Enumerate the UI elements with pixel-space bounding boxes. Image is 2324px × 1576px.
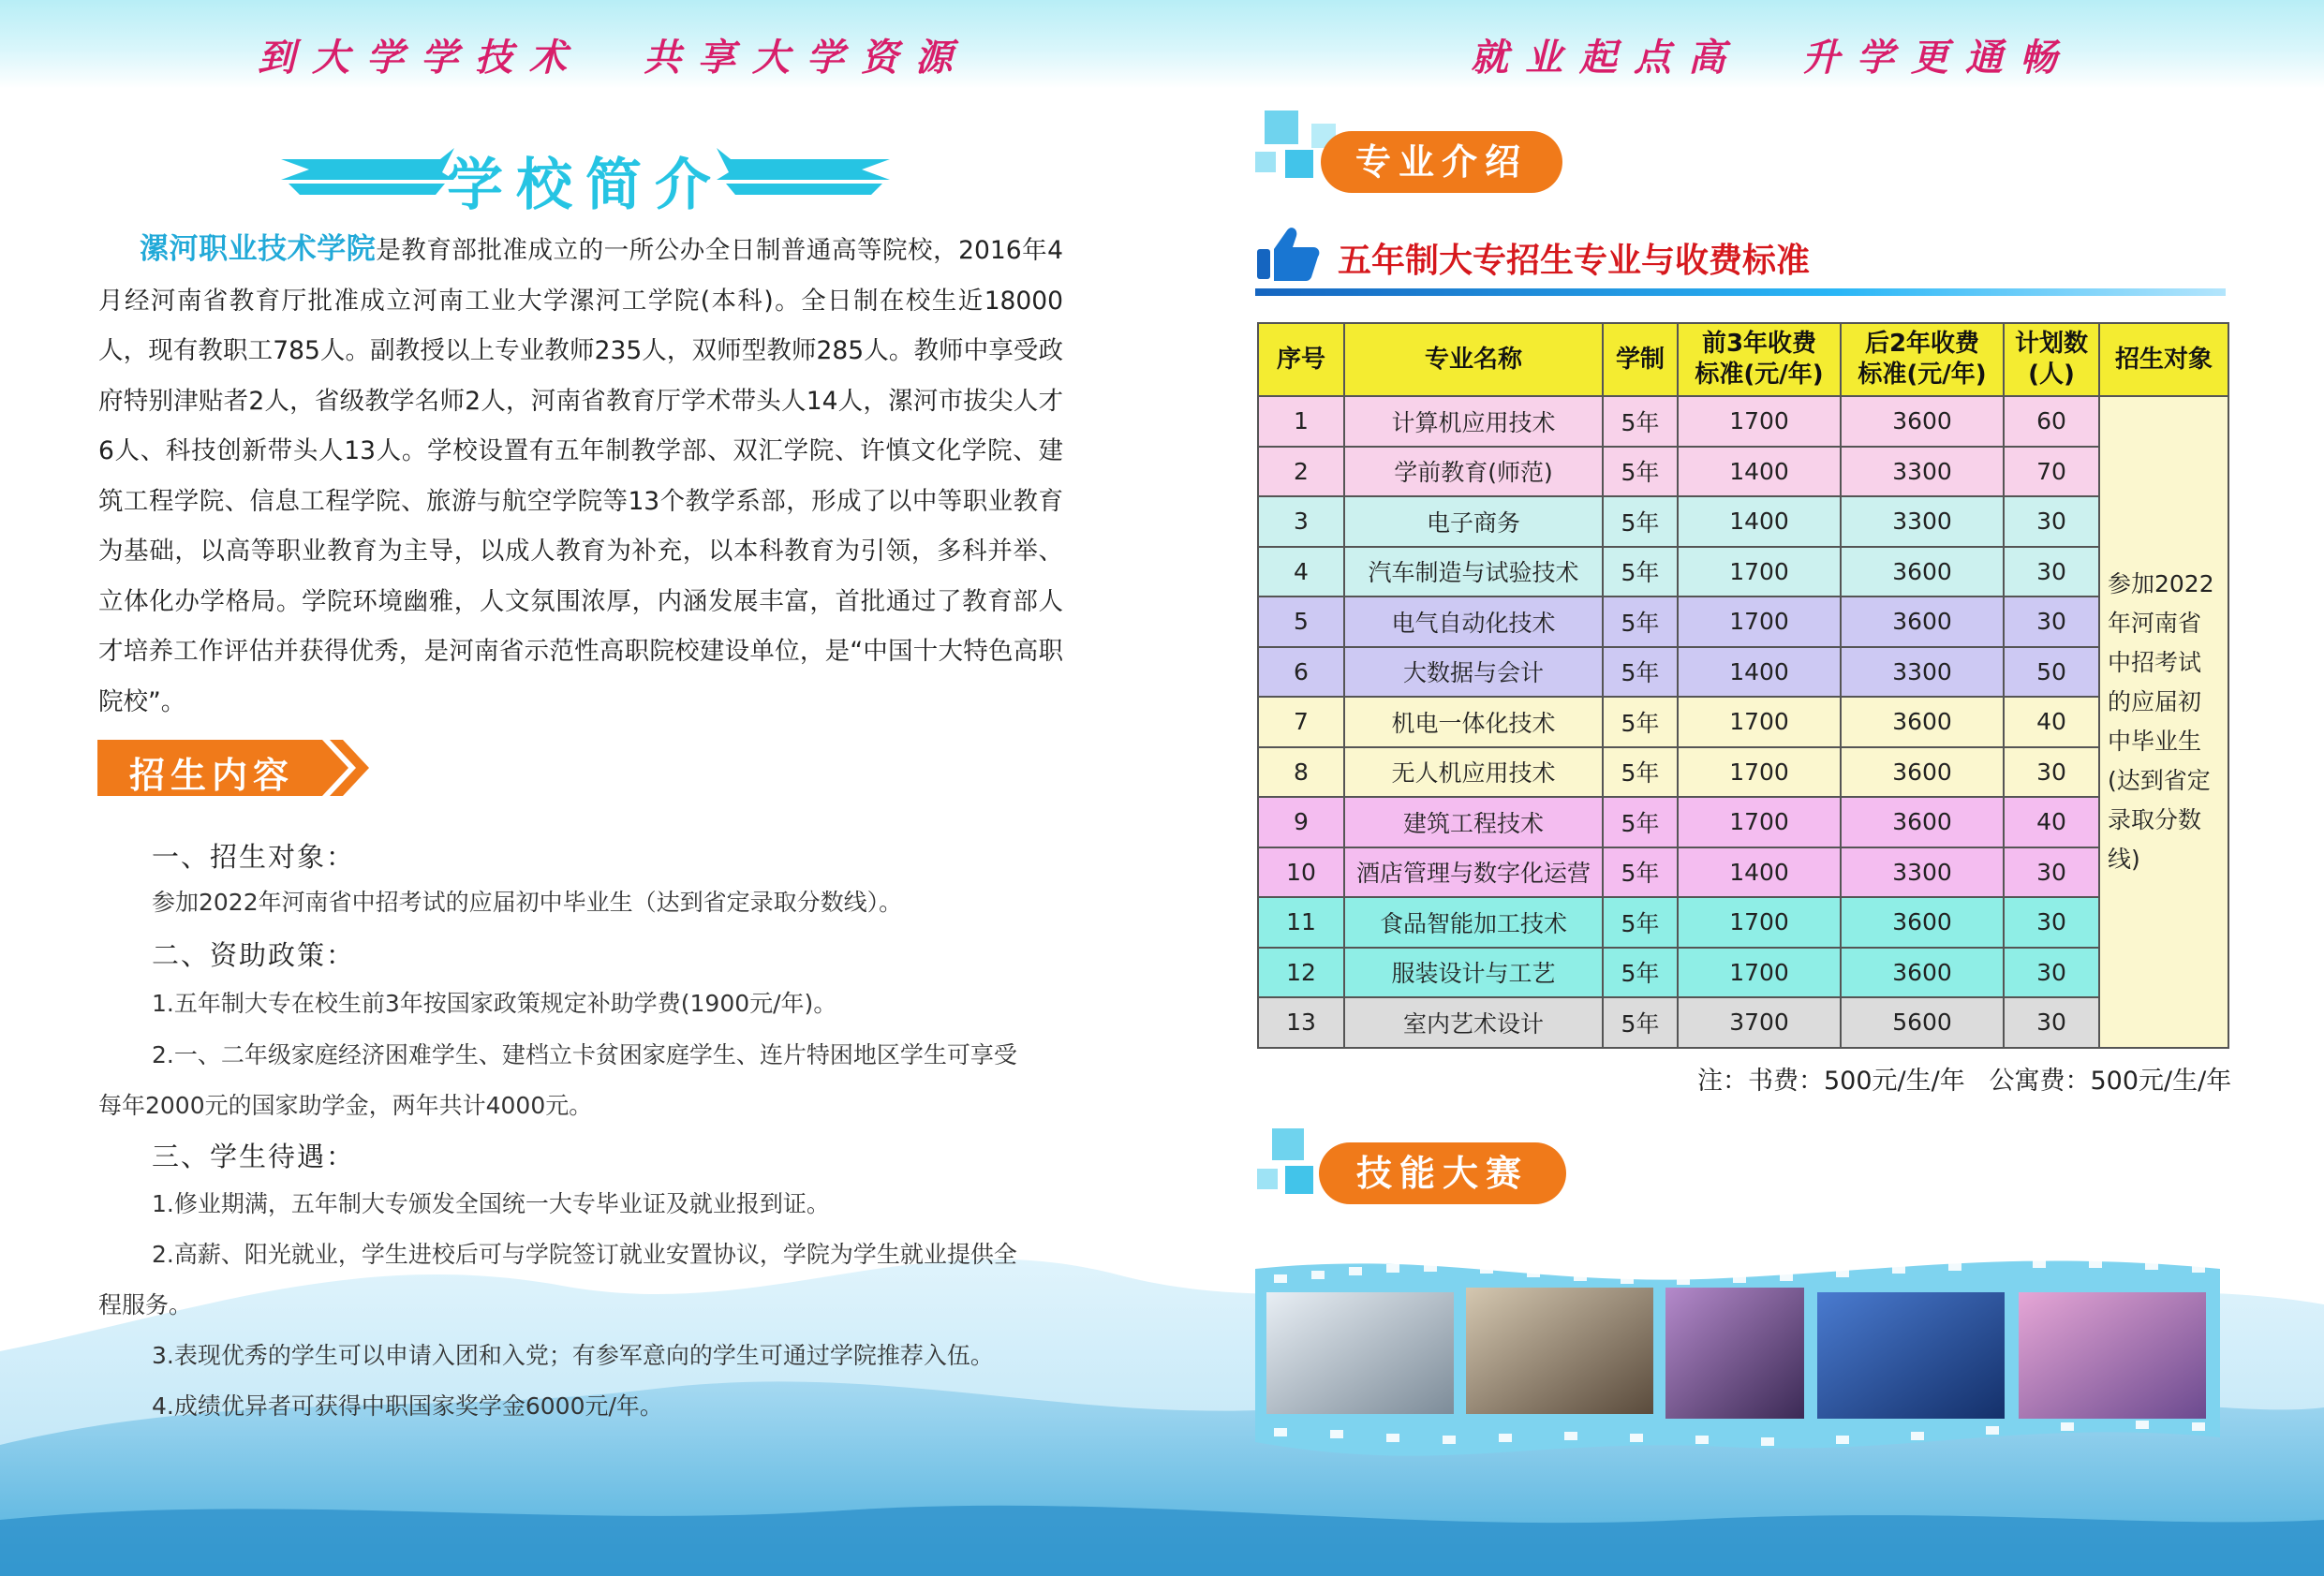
cell-fee-first3: 1700 bbox=[1678, 948, 1841, 998]
intro-title: 学校简介 bbox=[447, 153, 724, 218]
cell-years: 5年 bbox=[1603, 847, 1678, 898]
contest-photo-4 bbox=[1817, 1292, 2005, 1419]
cell-plan: 40 bbox=[2004, 697, 2099, 747]
aid-policy-heading: 二、资助政策： bbox=[152, 939, 356, 971]
slogan-left: 到大学学技术 共享大学资源 bbox=[258, 36, 970, 80]
decor-square bbox=[1285, 150, 1313, 178]
cell-major-name: 机电一体化技术 bbox=[1344, 697, 1603, 747]
contest-photo-3 bbox=[1665, 1288, 1804, 1419]
thumbs-up-icon bbox=[1255, 225, 1321, 283]
subtitle-underline bbox=[1255, 288, 2226, 296]
col-header-fee3: 前3年收费 标准(元/年) bbox=[1678, 323, 1841, 396]
cell-years: 5年 bbox=[1603, 697, 1678, 747]
cell-fee-last2: 3600 bbox=[1841, 797, 2004, 847]
cell-no: 8 bbox=[1258, 747, 1344, 798]
contest-title: 技能大赛 bbox=[1319, 1142, 1566, 1204]
cell-no: 3 bbox=[1258, 496, 1344, 547]
decor-square bbox=[1255, 152, 1276, 172]
intro-paragraph bbox=[98, 225, 1063, 727]
majors-title: 专业介绍 bbox=[1321, 131, 1562, 193]
cell-major-name: 酒店管理与数字化运营 bbox=[1344, 847, 1603, 898]
cell-fee-first3: 3700 bbox=[1678, 997, 1841, 1048]
table-row bbox=[1258, 396, 2228, 447]
cell-major-name: 电气自动化技术 bbox=[1344, 597, 1603, 647]
cell-no: 1 bbox=[1258, 396, 1344, 447]
decor-square bbox=[1272, 1128, 1304, 1160]
table-header-row bbox=[1258, 323, 2228, 396]
benefit-2a: 2.高薪、阳光就业，学生进校后可与学院签订就业安置协议，学院为学生就业提供全 bbox=[152, 1241, 1017, 1268]
cell-years: 5年 bbox=[1603, 547, 1678, 597]
cell-fee-last2: 5600 bbox=[1841, 997, 2004, 1048]
table-row bbox=[1258, 948, 2228, 998]
cell-target-students: 参加2022年河南省中招考试的应届初中毕业生(达到省定录取分数线) bbox=[2099, 396, 2228, 1048]
cell-no: 5 bbox=[1258, 597, 1344, 647]
table-row bbox=[1258, 747, 2228, 798]
decor-square bbox=[1285, 1166, 1313, 1194]
cell-fee-last2: 3300 bbox=[1841, 447, 2004, 497]
cell-fee-first3: 1700 bbox=[1678, 897, 1841, 948]
cell-fee-last2: 3300 bbox=[1841, 647, 2004, 698]
cell-fee-last2: 3300 bbox=[1841, 496, 2004, 547]
cell-no: 2 bbox=[1258, 447, 1344, 497]
enrollment-tag bbox=[97, 740, 369, 796]
cell-fee-last2: 3600 bbox=[1841, 747, 2004, 798]
cell-no: 13 bbox=[1258, 997, 1344, 1048]
table-row bbox=[1258, 697, 2228, 747]
cell-plan: 30 bbox=[2004, 897, 2099, 948]
cell-fee-first3: 1700 bbox=[1678, 597, 1841, 647]
benefit-4: 4.成绩优异者可获得中职国家奖学金6000元/年。 bbox=[152, 1392, 663, 1420]
table-row bbox=[1258, 797, 2228, 847]
col-header-plan: 计划数 (人) bbox=[2004, 323, 2099, 396]
cell-major-name: 学前教育(师范) bbox=[1344, 447, 1603, 497]
cell-fee-last2: 3600 bbox=[1841, 547, 2004, 597]
col-header-target: 招生对象 bbox=[2099, 323, 2228, 396]
fee-note: 注：书费：500元/生/年 公寓费：500元/生/年 bbox=[1697, 1067, 2232, 1096]
enroll-target-text: 参加2022年河南省中招考试的应届初中毕业生（达到省定录取分数线）。 bbox=[152, 889, 903, 916]
cell-major-name: 计算机应用技术 bbox=[1344, 396, 1603, 447]
col-header-fee2: 后2年收费 标准(元/年) bbox=[1841, 323, 2004, 396]
cell-plan: 30 bbox=[2004, 747, 2099, 798]
table-row bbox=[1258, 597, 2228, 647]
majors-subtitle: 五年制大专招生专业与收费标准 bbox=[1338, 242, 1811, 280]
contest-photo-2 bbox=[1466, 1288, 1653, 1414]
table-row bbox=[1258, 647, 2228, 698]
cell-fee-first3: 1400 bbox=[1678, 647, 1841, 698]
table-row bbox=[1258, 496, 2228, 547]
cell-no: 9 bbox=[1258, 797, 1344, 847]
benefit-3: 3.表现优秀的学生可以申请入团和入党；有参军意向的学生可通过学院推荐入伍。 bbox=[152, 1342, 994, 1369]
aid-policy-1: 1.五年制大专在校生前3年按国家政策规定补助学费(1900元/年)。 bbox=[152, 990, 837, 1017]
cell-fee-first3: 1400 bbox=[1678, 447, 1841, 497]
cell-fee-first3: 1700 bbox=[1678, 396, 1841, 447]
cell-plan: 30 bbox=[2004, 948, 2099, 998]
cell-major-name: 电子商务 bbox=[1344, 496, 1603, 547]
cell-fee-last2: 3600 bbox=[1841, 697, 2004, 747]
col-header-no: 序号 bbox=[1258, 323, 1344, 396]
aid-policy-2b: 每年2000元的国家助学金，两年共计4000元。 bbox=[98, 1092, 593, 1119]
table-row bbox=[1258, 897, 2228, 948]
enroll-target-heading: 一、招生对象： bbox=[152, 841, 356, 873]
benefit-2b: 程服务。 bbox=[98, 1291, 193, 1318]
cell-plan: 60 bbox=[2004, 396, 2099, 447]
benefit-1: 1.修业期满，五年制大专颁发全国统一大专毕业证及就业报到证。 bbox=[152, 1190, 830, 1217]
cell-fee-first3: 1400 bbox=[1678, 496, 1841, 547]
slogan-right: 就业起点高 升学更通畅 bbox=[1471, 36, 2074, 80]
cell-major-name: 室内艺术设计 bbox=[1344, 997, 1603, 1048]
cell-years: 5年 bbox=[1603, 396, 1678, 447]
cell-years: 5年 bbox=[1603, 496, 1678, 547]
table-row bbox=[1258, 997, 2228, 1048]
cell-no: 6 bbox=[1258, 647, 1344, 698]
cell-no: 12 bbox=[1258, 948, 1344, 998]
cell-plan: 40 bbox=[2004, 797, 2099, 847]
cell-fee-last2: 3600 bbox=[1841, 948, 2004, 998]
decor-square bbox=[1257, 1169, 1278, 1189]
cell-fee-first3: 1700 bbox=[1678, 547, 1841, 597]
cell-plan: 30 bbox=[2004, 547, 2099, 597]
cell-fee-last2: 3600 bbox=[1841, 396, 2004, 447]
cell-plan: 50 bbox=[2004, 647, 2099, 698]
cell-years: 5年 bbox=[1603, 647, 1678, 698]
cell-no: 10 bbox=[1258, 847, 1344, 898]
cell-major-name: 汽车制造与试验技术 bbox=[1344, 547, 1603, 597]
cell-major-name: 食品智能加工技术 bbox=[1344, 897, 1603, 948]
cell-years: 5年 bbox=[1603, 797, 1678, 847]
decor-square bbox=[1265, 110, 1298, 144]
cell-no: 4 bbox=[1258, 547, 1344, 597]
cell-no: 11 bbox=[1258, 897, 1344, 948]
cell-plan: 30 bbox=[2004, 597, 2099, 647]
cell-years: 5年 bbox=[1603, 948, 1678, 998]
table-row bbox=[1258, 547, 2228, 597]
intro-text: 是教育部批准成立的一所公办全日制普通高等院校，2016年4月经河南省教育厅批准成立河南工业大学漯河工学院(本科)。全日制在校生近18000人，现有教职工785人。副教授以上专业教师235人，双师型教师285人。教师中享受政府特别津贴者2人，省级教学名师2人，河南省教育厅学术带头人14人，漯河市拔尖人才6人、科技创新带头人13人。学校设置有五年制教学部、双汇学院、许慎文化学院、建筑工程学院、信息工程学院、旅游与航空学院等13个教学系部，形成了以中等职业教育为基础，以高等职业教育为主导，以成人教育为补充，以本科教育为引领，多科并举、立体化办学格局。学院环境幽雅，人文氛围浓厚，内涵发展丰富，首批通过了教育部人才培养工作评估并获得优秀，是河南省示范性高职院校建设单位，是“中国十大特色高职院校”。 bbox=[98, 236, 1063, 716]
cell-fee-last2: 3600 bbox=[1841, 597, 2004, 647]
aid-policy-2a: 2.一、二年级家庭经济困难学生、建档立卡贫困家庭学生、连片特困地区学生可享受 bbox=[152, 1041, 1017, 1068]
cell-fee-first3: 1700 bbox=[1678, 697, 1841, 747]
cell-plan: 30 bbox=[2004, 847, 2099, 898]
cell-years: 5年 bbox=[1603, 447, 1678, 497]
cell-major-name: 大数据与会计 bbox=[1344, 647, 1603, 698]
contest-photo-1 bbox=[1266, 1292, 1454, 1414]
cell-fee-first3: 1700 bbox=[1678, 797, 1841, 847]
contest-photo-filmstrip bbox=[1255, 1250, 2220, 1456]
table-row bbox=[1258, 847, 2228, 898]
cell-major-name: 无人机应用技术 bbox=[1344, 747, 1603, 798]
table-row bbox=[1258, 447, 2228, 497]
col-header-years: 学制 bbox=[1603, 323, 1678, 396]
cell-fee-first3: 1400 bbox=[1678, 847, 1841, 898]
fee-table bbox=[1257, 322, 2229, 1049]
cell-no: 7 bbox=[1258, 697, 1344, 747]
cell-years: 5年 bbox=[1603, 897, 1678, 948]
cell-years: 5年 bbox=[1603, 747, 1678, 798]
enrollment-title: 招生内容 bbox=[129, 755, 295, 796]
cell-fee-last2: 3300 bbox=[1841, 847, 2004, 898]
cell-major-name: 建筑工程技术 bbox=[1344, 797, 1603, 847]
cell-years: 5年 bbox=[1603, 597, 1678, 647]
col-header-name: 专业名称 bbox=[1344, 323, 1603, 396]
cell-major-name: 服装设计与工艺 bbox=[1344, 948, 1603, 998]
cell-plan: 30 bbox=[2004, 997, 2099, 1048]
cell-fee-last2: 3600 bbox=[1841, 897, 2004, 948]
school-name: 漯河职业技术学院 bbox=[140, 232, 377, 266]
cell-fee-first3: 1700 bbox=[1678, 747, 1841, 798]
cell-years: 5年 bbox=[1603, 997, 1678, 1048]
cell-plan: 30 bbox=[2004, 496, 2099, 547]
student-benefit-heading: 三、学生待遇： bbox=[152, 1141, 356, 1172]
contest-photo-5 bbox=[2019, 1292, 2206, 1419]
cell-plan: 70 bbox=[2004, 447, 2099, 497]
